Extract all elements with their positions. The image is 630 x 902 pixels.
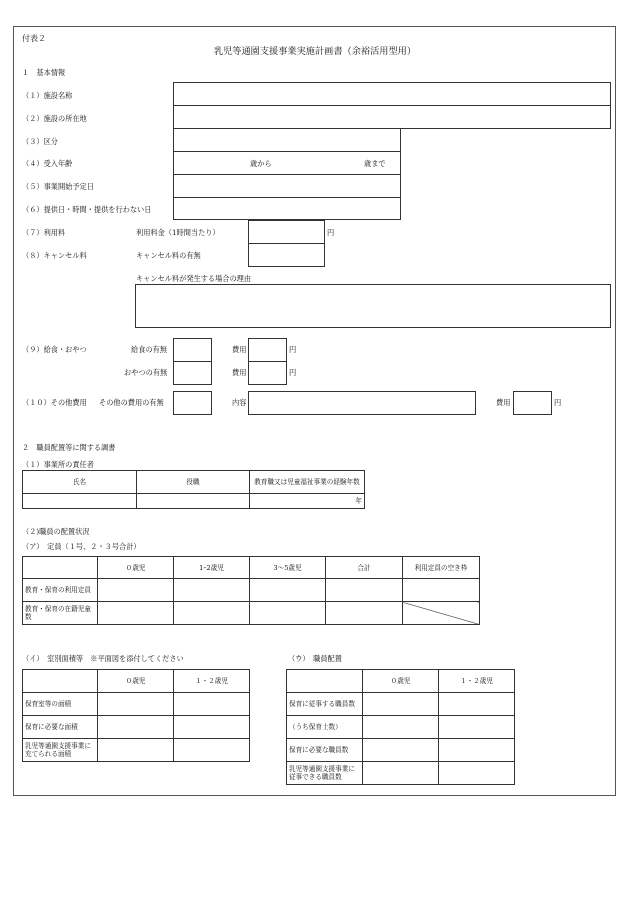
area-header-blank <box>23 670 98 693</box>
meal-presence-field[interactable] <box>174 339 211 360</box>
section-1-heading: １ 基本情報 <box>22 68 66 77</box>
cap-row-label: 教育・保育の利用定員 <box>23 579 98 602</box>
responsible-heading: （１）事業所の責任者 <box>22 460 94 469</box>
annex-tag: 付表２ <box>22 34 46 43</box>
other-presence-field[interactable] <box>173 391 212 415</box>
table-cell[interactable] <box>403 579 480 602</box>
staff-row-label: 乳児等通園支援事業に従事できる職員数 <box>287 762 363 785</box>
cap-header-total: 合計 <box>326 557 403 579</box>
table-cell[interactable] <box>363 693 439 716</box>
room-area-table <box>22 669 250 762</box>
snack-presence-field[interactable] <box>174 362 211 384</box>
usage-fee-yen: 円 <box>327 228 335 237</box>
area-header-age1-2: １・２歳児 <box>174 670 250 693</box>
room-area-heading: （イ） 室別面積等 ※平面図を添付してください <box>22 654 184 663</box>
vacancy-diagonal-cell <box>403 602 480 625</box>
cancel-reason-field[interactable] <box>135 284 611 328</box>
category-field[interactable] <box>174 129 400 150</box>
other-content-label: 内容 <box>232 398 247 407</box>
meal-cost-field[interactable] <box>249 339 286 360</box>
staff-row-label: 保育に必要な職員数 <box>287 739 363 762</box>
label-meals: （９）給食・おやつ <box>22 345 87 354</box>
page-title: 乳児等通園支援事業実施計画書（余裕活用型用） <box>213 46 417 57</box>
table-cell[interactable] <box>439 693 515 716</box>
table-cell[interactable] <box>174 579 250 602</box>
staff-header-age1-2: １・２歳児 <box>439 670 515 693</box>
resp-header-position: 役職 <box>137 471 250 494</box>
capacity-heading: （ア） 定員（１号、２・３号合計） <box>22 542 141 551</box>
table-cell[interactable] <box>363 762 439 785</box>
other-presence-label: その他の費用の有無 <box>99 398 164 407</box>
staff-header-blank <box>287 670 363 693</box>
table-cell[interactable] <box>174 602 250 625</box>
resp-header-name: 氏名 <box>23 471 137 494</box>
service-days-field[interactable] <box>174 198 400 219</box>
table-cell[interactable] <box>439 739 515 762</box>
label-start-date: （５）事業開始予定日 <box>22 182 94 191</box>
capacity-table <box>22 556 480 625</box>
table-cell[interactable] <box>174 739 250 762</box>
label-cancel-fee: （８）キャンセル料 <box>22 251 87 260</box>
staff-header-age0: ０歳児 <box>363 670 439 693</box>
staff-row-label: 保育に従事する職員数 <box>287 693 363 716</box>
label-facility-address: （２）施設の所在地 <box>22 114 87 123</box>
label-accept-age: （４）受入年齢 <box>22 159 73 168</box>
table-cell[interactable] <box>98 716 174 739</box>
meal-cost-yen: 円 <box>289 345 297 354</box>
snack-cost-label: 費用 <box>232 368 247 377</box>
table-cell[interactable] <box>98 579 174 602</box>
facility-name-field[interactable] <box>174 83 610 104</box>
resp-name-cell[interactable] <box>23 494 137 509</box>
cap-header-age3-5: 3～5歳児 <box>250 557 326 579</box>
cap-header-vacancy: 利用定員の空き枠 <box>403 557 480 579</box>
other-content-field[interactable] <box>248 391 476 415</box>
fee-per-hour-label: 利用料金（1時間当たり） <box>136 228 220 237</box>
resp-position-cell[interactable] <box>137 494 250 509</box>
table-cell[interactable] <box>98 739 174 762</box>
area-header-age0: ０歳児 <box>98 670 174 693</box>
responsible-table <box>22 470 365 509</box>
usage-fee-field[interactable] <box>249 221 324 242</box>
other-cost-label: 費用 <box>496 398 511 407</box>
area-row-label: 保育に必要な面積 <box>23 716 98 739</box>
staff-placement-heading: （ウ） 職員配置 <box>288 654 342 663</box>
snack-cost-field[interactable] <box>249 362 286 384</box>
meal-cost-label: 費用 <box>232 345 247 354</box>
staff-placement-table <box>286 669 515 785</box>
label-facility-name: （１）施設名称 <box>22 91 73 100</box>
cap-header-age1-2: 1･2歳児 <box>174 557 250 579</box>
table-cell[interactable] <box>326 602 403 625</box>
snack-presence-label: おやつの有無 <box>124 368 168 377</box>
cancel-presence-label: キャンセル料の有無 <box>136 251 201 260</box>
cancel-presence-field[interactable] <box>249 244 324 266</box>
table-cell[interactable] <box>326 579 403 602</box>
label-usage-fee: （７）利用料 <box>22 228 66 237</box>
label-other-costs: （１０）その他費用 <box>22 398 87 407</box>
table-cell[interactable] <box>439 762 515 785</box>
table-cell[interactable] <box>98 693 174 716</box>
table-cell[interactable] <box>174 716 250 739</box>
label-category: （３）区分 <box>22 137 58 146</box>
age-to-text: 歳まで <box>364 159 386 168</box>
table-cell[interactable] <box>439 716 515 739</box>
table-cell[interactable] <box>363 739 439 762</box>
cap-header-age0: ０歳児 <box>98 557 174 579</box>
age-from-text: 歳から <box>250 159 272 168</box>
meal-presence-label: 給食の有無 <box>131 345 167 354</box>
start-date-field[interactable] <box>174 175 400 196</box>
cancel-reason-label: キャンセル料が発生する場合の理由 <box>136 274 252 283</box>
staffing-heading: （２)職員の配置状況 <box>22 527 90 536</box>
section-2-heading: ２ 職員配置等に関する調書 <box>22 443 116 452</box>
staff-row-label: （うち保育士数） <box>287 716 363 739</box>
other-cost-yen: 円 <box>554 398 562 407</box>
resp-experience-cell[interactable]: 年 <box>250 494 365 509</box>
table-cell[interactable] <box>174 693 250 716</box>
resp-header-experience: 教育職又は児童福祉事業の経験年数 <box>250 471 365 494</box>
table-cell[interactable] <box>363 716 439 739</box>
area-row-label: 保育室等の面積 <box>23 693 98 716</box>
area-row-label: 乳児等通園支援事業に充てられる面積 <box>23 739 98 762</box>
table-cell[interactable] <box>98 602 174 625</box>
table-cell[interactable] <box>250 579 326 602</box>
label-service-days: （６）提供日・時間・提供を行わない日 <box>22 205 152 214</box>
facility-address-field[interactable] <box>174 106 610 128</box>
snack-cost-yen: 円 <box>289 368 297 377</box>
cap-row-label: 教育・保育の在籍児童数 <box>23 602 98 625</box>
cap-header-blank <box>23 557 98 579</box>
table-cell[interactable] <box>250 602 326 625</box>
other-cost-field[interactable] <box>513 391 552 415</box>
